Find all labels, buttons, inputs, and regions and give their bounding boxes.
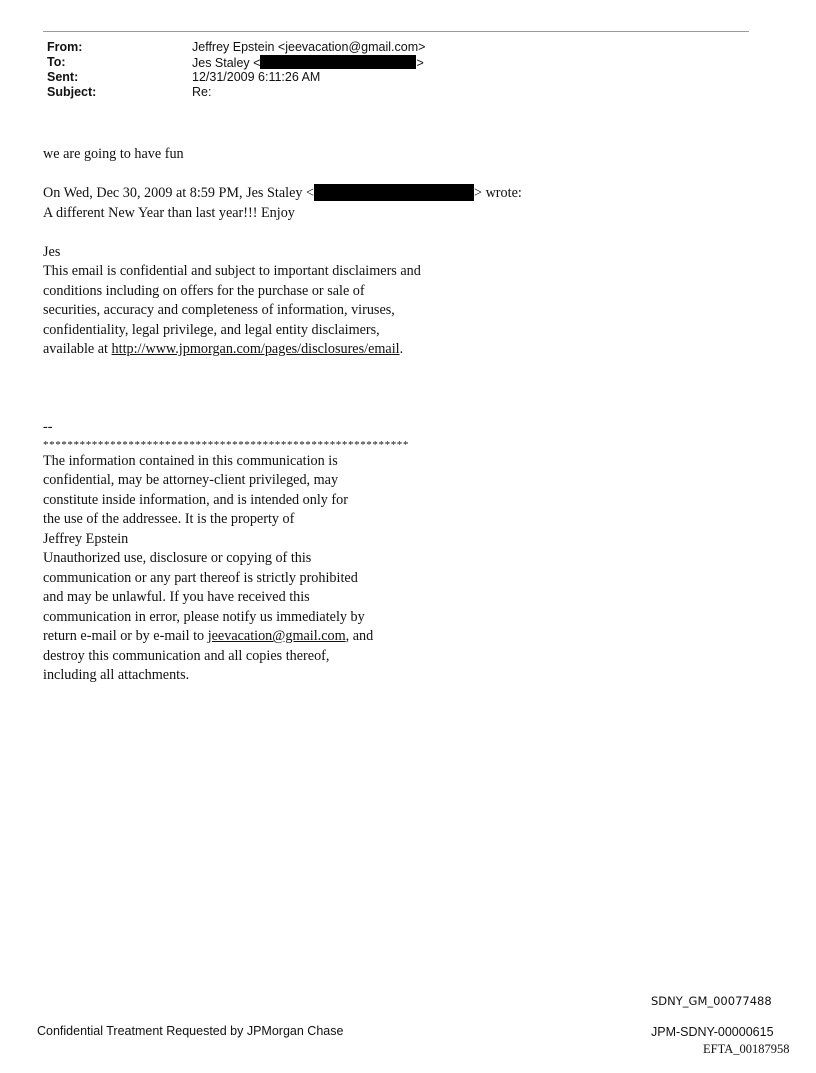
disclaimer-line: This email is confidential and subject to important disclaimers and <box>43 263 421 279</box>
notice-line: including all attachments. <box>43 667 190 683</box>
disclaimer-line <box>43 340 603 360</box>
from-value: Jeffrey Epstein <jeevacation@gmail.com> <box>192 40 426 54</box>
sent-label: Sent: <box>47 70 79 84</box>
quote-intro <box>43 184 603 204</box>
from-label: From: <box>47 40 83 54</box>
disclaimer-line: conditions including on offers for the purchase or sale of <box>43 282 365 299</box>
notice-line: communication or any part thereof is strictly prohibited <box>43 569 358 586</box>
notice-line: The information contained in this communication is <box>43 452 338 469</box>
redaction-box <box>314 184 474 201</box>
notice-line: Jeffrey Epstein <box>43 530 129 547</box>
subject-value: Re: <box>192 85 212 99</box>
notice-line: confidential, may be attorney-client privileged, may <box>43 472 339 488</box>
redaction-box <box>260 55 416 69</box>
notice-line: communication in error, please notify us immediately by <box>43 608 365 625</box>
bates-jpm: JPM-SDNY-00000615 <box>651 1025 774 1039</box>
quote-intro-wrote: > wrote: <box>474 185 522 201</box>
signature: Jes <box>43 243 61 260</box>
disclaimer-prefix: available at <box>43 341 112 357</box>
quote-intro-text: On Wed, Dec 30, 2009 at 8:59 PM, Jes Staley < <box>43 185 315 201</box>
star-separator: ************************************************************ <box>43 438 409 451</box>
reply-text: we are going to have fun <box>43 146 184 162</box>
notice-line: Unauthorized use, disclosure or copying of this <box>43 550 312 566</box>
confidential-footer: Confidential Treatment Requested by JPMorgan Chase <box>37 1024 344 1038</box>
disclaimer-line: securities, accuracy and completeness of information, viruses, <box>43 302 395 318</box>
sent-value: 12/31/2009 6:11:26 AM <box>192 70 321 84</box>
disclaimer-line: confidentiality, legal privilege, and legal entity disclaimers, <box>43 321 380 338</box>
bates-efta: EFTA_00187958 <box>703 1042 790 1056</box>
bates-sdny: SDNY_GM_00077488 <box>651 994 772 1008</box>
header-divider <box>43 31 749 32</box>
notice-line: the use of the addressee. It is the property of <box>43 511 295 527</box>
notice-email-prefix: return e-mail or by e-mail to <box>43 628 208 644</box>
to-name: Jes Staley < <box>192 56 261 70</box>
notice-line <box>43 627 603 647</box>
subject-label: Subject: <box>47 85 97 99</box>
to-label: To: <box>47 55 66 69</box>
quote-line: A different New Year than last year!!! Enjoy <box>43 204 295 221</box>
notice-line: destroy this communication and all copies thereof, <box>43 647 330 664</box>
email-link[interactable]: jeevacation@gmail.com <box>207 628 346 644</box>
sent-row <box>47 70 425 85</box>
email-header <box>47 40 425 100</box>
to-close: > <box>416 56 424 70</box>
signature-dashes: -- <box>43 419 53 435</box>
email-body <box>43 145 603 686</box>
subject-row <box>47 85 425 100</box>
from-row <box>47 40 425 55</box>
notice-line: and may be unlawful. If you have received this <box>43 589 310 605</box>
to-row <box>47 55 425 70</box>
to-value <box>192 55 424 70</box>
notice-line: constitute inside information, and is intended only for <box>43 491 348 508</box>
disclaimer-suffix: . <box>399 341 404 357</box>
notice-email-suffix: , and <box>345 628 374 644</box>
disclosures-link[interactable]: http://www.jpmorgan.com/pages/disclosures/email <box>111 341 400 357</box>
